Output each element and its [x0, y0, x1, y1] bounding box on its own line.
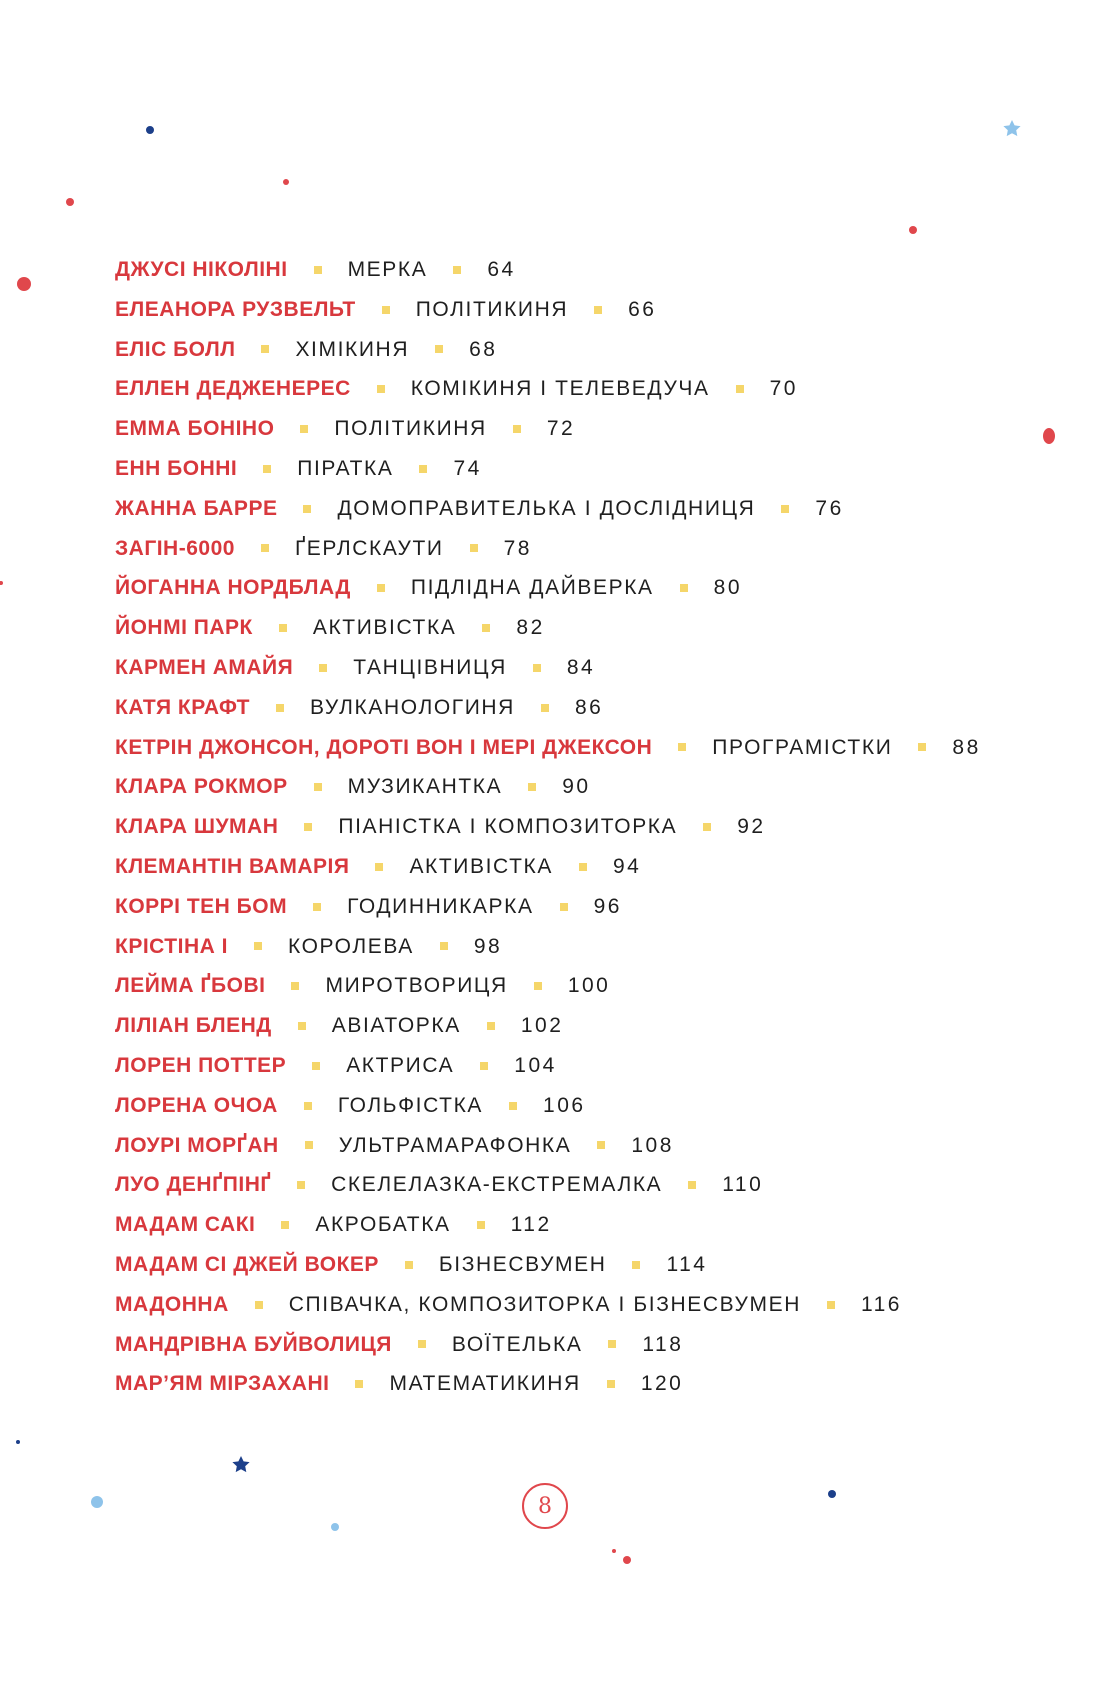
entry-name: ЕЛЕАНОРА РУЗВЕЛЬТ — [115, 297, 356, 321]
contents-entry[interactable] — [115, 1364, 981, 1404]
entry-name: КАРМЕН АМАЙЯ — [115, 655, 294, 679]
entry-name: КАТЯ КРАФТ — [115, 695, 250, 719]
separator-square — [419, 465, 427, 473]
entry-role: АКТРИСА — [346, 1053, 455, 1077]
entry-role: ПІДЛІДНА ДАЙВЕРКА — [410, 576, 654, 600]
entry-role: ГОЛЬФІСТКА — [337, 1093, 484, 1117]
entry-page: 116 — [860, 1292, 902, 1316]
entry-name: ЗАГІН-6000 — [115, 536, 235, 560]
separator-square — [305, 1141, 313, 1149]
contents-entry[interactable] — [115, 1325, 981, 1365]
entry-role: АВІАТОРКА — [331, 1014, 461, 1038]
confetti-dot — [1043, 428, 1055, 444]
separator-square — [827, 1301, 835, 1309]
contents-entry[interactable] — [115, 728, 981, 768]
separator-square — [279, 624, 287, 632]
entry-name: КЛАРА ШУМАН — [115, 815, 279, 839]
confetti-dot — [612, 1549, 616, 1553]
entry-page: 78 — [503, 536, 532, 560]
entry-role: АКТИВІСТКА — [409, 854, 553, 878]
contents-entry[interactable] — [115, 966, 981, 1006]
entry-role: АКРОБАТКА — [315, 1213, 451, 1237]
separator-square — [291, 982, 299, 990]
entry-role: МИРОТВОРИЦЯ — [325, 974, 508, 998]
entry-name: МАДОННА — [115, 1292, 229, 1316]
separator-square — [261, 544, 269, 552]
separator-square — [313, 903, 321, 911]
contents-entry[interactable] — [115, 1046, 981, 1086]
contents-entry[interactable] — [115, 568, 981, 608]
entry-name: КЕТРІН ДЖОНСОН, ДОРОТІ ВОН І МЕРІ ДЖЕКСОН — [115, 735, 653, 759]
entry-role: ПРОГРАМІСТКИ — [712, 735, 893, 759]
contents-entry[interactable] — [115, 369, 981, 409]
separator-square — [678, 743, 686, 751]
confetti-dot — [91, 1496, 103, 1508]
contents-entry[interactable] — [115, 648, 981, 688]
confetti-dot — [909, 226, 917, 234]
separator-square — [440, 942, 448, 950]
separator-square — [470, 544, 478, 552]
star-icon — [1003, 120, 1020, 136]
entry-name: ЕНН БОННІ — [115, 456, 238, 480]
entry-role: СПІВАЧКА, КОМПОЗИТОРКА І БІЗНЕСВУМЕН — [288, 1292, 801, 1316]
confetti-dot — [146, 126, 154, 134]
contents-entry[interactable] — [115, 449, 981, 489]
contents-entry[interactable] — [115, 807, 981, 847]
separator-square — [261, 345, 269, 353]
entry-page: 90 — [562, 775, 591, 799]
entry-page: 110 — [722, 1173, 764, 1197]
separator-square — [300, 425, 308, 433]
contents-entry[interactable] — [115, 529, 981, 569]
confetti-dot — [623, 1556, 631, 1564]
contents-entry[interactable] — [115, 330, 981, 370]
entry-page: 64 — [487, 258, 516, 281]
entry-name: ЖАННА БАРРЕ — [115, 496, 278, 520]
entry-role: ПОЛІТИКИНЯ — [415, 297, 569, 321]
confetti-dot — [17, 277, 31, 291]
separator-square — [281, 1221, 289, 1229]
entry-role: ПОЛІТИКИНЯ — [334, 417, 487, 441]
separator-square — [918, 743, 926, 751]
separator-square — [418, 1340, 426, 1348]
separator-square — [254, 942, 262, 950]
separator-square — [533, 664, 541, 672]
contents-entry[interactable] — [115, 1285, 981, 1325]
entry-name: ЕЛЛЕН ДЕДЖЕНЕРЕС — [115, 377, 351, 401]
separator-square — [688, 1181, 696, 1189]
entry-name: КОРРІ ТЕН БОМ — [115, 894, 288, 918]
separator-square — [480, 1062, 488, 1070]
entry-role: АКТИВІСТКА — [312, 616, 457, 640]
separator-square — [435, 345, 443, 353]
separator-square — [680, 584, 688, 592]
contents-entry[interactable] — [115, 767, 981, 807]
separator-square — [528, 783, 536, 791]
entry-role: ХІМІКИНЯ — [295, 337, 410, 361]
entry-name: МАНДРІВНА БУЙВОЛИЦЯ — [115, 1332, 392, 1356]
separator-square — [608, 1340, 616, 1348]
entry-name: МАДАМ САКІ — [115, 1213, 256, 1237]
entry-page: 120 — [640, 1372, 684, 1396]
entry-page: 88 — [952, 735, 981, 759]
entry-name: ЛЕЙМА ҐБОВІ — [115, 974, 266, 998]
contents-entry[interactable] — [115, 250, 981, 290]
contents-entry[interactable] — [115, 1165, 981, 1205]
separator-square — [597, 1141, 605, 1149]
entry-role: МАТЕМАТИКИНЯ — [389, 1372, 581, 1396]
entry-page: 72 — [546, 417, 576, 441]
entry-page: 104 — [514, 1053, 557, 1077]
entry-role: КОРОЛЕВА — [287, 934, 414, 958]
entry-role: ПІРАТКА — [297, 456, 394, 480]
contents-entry[interactable] — [115, 409, 981, 449]
entry-name: КРІСТІНА І — [115, 934, 228, 958]
separator-square — [355, 1380, 363, 1388]
entry-role: ҐЕРЛСКАУТИ — [294, 536, 444, 560]
confetti-dot — [828, 1490, 836, 1498]
entry-page: 70 — [769, 377, 798, 401]
separator-square — [304, 1102, 312, 1110]
separator-square — [297, 1181, 305, 1189]
entry-name: ЛОУРІ МОРҐАН — [115, 1133, 279, 1157]
entry-name: КЛЕМАНТІН ВАМАРІЯ — [115, 854, 350, 878]
contents-entry[interactable] — [115, 1086, 981, 1126]
separator-square — [509, 1102, 517, 1110]
separator-square — [319, 664, 327, 672]
entry-role: ДОМОПРАВИТЕЛЬКА І ДОСЛІДНИЦЯ — [337, 496, 756, 520]
contents-entry[interactable] — [115, 688, 981, 728]
separator-square — [276, 704, 284, 712]
separator-square — [541, 704, 549, 712]
separator-square — [560, 903, 568, 911]
entry-page: 108 — [631, 1133, 674, 1157]
entry-page: 76 — [815, 496, 844, 520]
entry-role: СКЕЛЕЛАЗКА-ЕКСТРЕМАЛКА — [331, 1173, 663, 1197]
entry-page: 96 — [593, 894, 622, 918]
contents-entry[interactable] — [115, 927, 981, 967]
entry-name: ЛОРЕНА ОЧОА — [115, 1093, 278, 1117]
separator-square — [513, 425, 521, 433]
separator-square — [298, 1022, 306, 1030]
entry-name: ЛОРЕН ПОТТЕР — [115, 1053, 287, 1077]
star-icon — [232, 1456, 249, 1472]
separator-square — [304, 823, 312, 831]
entry-page: 68 — [469, 337, 498, 361]
separator-square — [314, 783, 322, 791]
page-number: 8 — [538, 1493, 552, 1519]
contents-entry[interactable] — [115, 290, 981, 330]
confetti-dot — [66, 198, 74, 206]
contents-list — [115, 250, 981, 1404]
entry-page: 102 — [520, 1014, 564, 1038]
contents-entry[interactable] — [115, 1245, 981, 1285]
separator-square — [312, 1062, 320, 1070]
entry-page: 100 — [567, 974, 611, 998]
separator-square — [375, 863, 383, 871]
separator-square — [736, 385, 744, 393]
page-number-badge — [522, 1483, 568, 1529]
separator-square — [377, 584, 385, 592]
separator-square — [453, 266, 461, 274]
entry-page: 84 — [566, 655, 596, 679]
entry-page: 112 — [510, 1213, 552, 1237]
entry-role: ГОДИННИКАРКА — [347, 894, 534, 918]
confetti-dot — [0, 581, 3, 585]
entry-role: КОМІКИНЯ І ТЕЛЕВЕДУЧА — [410, 377, 710, 401]
entry-page: 106 — [543, 1093, 586, 1117]
contents-entry[interactable] — [115, 1205, 981, 1245]
confetti-dot — [16, 1440, 20, 1444]
entry-role: ТАНЦІВНИЦЯ — [353, 655, 507, 679]
entry-page: 86 — [574, 695, 604, 719]
entry-page: 80 — [713, 576, 743, 600]
entry-role: УЛЬТРАМАРАФОНКА — [338, 1133, 572, 1157]
entry-page: 74 — [453, 456, 482, 480]
entry-name: ЙОНМІ ПАРК — [115, 616, 253, 640]
entry-page: 82 — [516, 616, 545, 640]
separator-square — [482, 624, 490, 632]
contents-entry[interactable] — [115, 1006, 981, 1046]
separator-square — [382, 306, 390, 314]
entry-role: ВУЛКАНОЛОГИНЯ — [310, 695, 515, 719]
separator-square — [314, 266, 322, 274]
contents-entry[interactable] — [115, 887, 981, 927]
separator-square — [303, 505, 311, 513]
entry-page: 118 — [642, 1332, 684, 1356]
separator-square — [632, 1261, 640, 1269]
separator-square — [607, 1380, 615, 1388]
confetti-dot — [283, 179, 289, 185]
entry-page: 94 — [612, 854, 642, 878]
separator-square — [594, 306, 602, 314]
separator-square — [377, 385, 385, 393]
entry-name: ЕММА БОНІНО — [115, 417, 275, 441]
entry-name: ЛІЛІАН БЛЕНД — [115, 1014, 272, 1038]
entry-name: ЕЛІС БОЛЛ — [115, 337, 236, 361]
entry-page: 98 — [473, 934, 503, 958]
separator-square — [255, 1301, 263, 1309]
contents-entry[interactable] — [115, 608, 981, 648]
entry-name: МАР’ЯМ МІРЗАХАНІ — [115, 1372, 330, 1396]
entry-role: ПІАНІСТКА І КОМПОЗИТОРКА — [338, 815, 678, 839]
entry-page: 114 — [666, 1252, 708, 1276]
separator-square — [781, 505, 789, 513]
contents-entry[interactable] — [115, 847, 981, 887]
separator-square — [405, 1261, 413, 1269]
separator-square — [703, 823, 711, 831]
separator-square — [263, 465, 271, 473]
entry-name: ЙОГАННА НОРДБЛАД — [115, 576, 351, 600]
confetti-dot — [331, 1523, 339, 1531]
entry-page: 92 — [737, 815, 766, 839]
entry-role: МЕРКА — [347, 258, 428, 281]
contents-entry[interactable] — [115, 489, 981, 529]
separator-square — [579, 863, 587, 871]
entry-role: МУЗИКАНТКА — [347, 775, 503, 799]
entry-role: БІЗНЕСВУМЕН — [438, 1252, 607, 1276]
entry-name: КЛАРА РОКМОР — [115, 775, 288, 799]
entry-name: ДЖУСІ НІКОЛІНІ — [115, 258, 288, 281]
entry-page: 66 — [628, 297, 657, 321]
entry-name: ЛУО ДЕНҐПІНҐ — [115, 1173, 272, 1197]
separator-square — [477, 1221, 485, 1229]
entry-name: МАДАМ СІ ДЖЕЙ ВОКЕР — [115, 1252, 379, 1276]
separator-square — [487, 1022, 495, 1030]
separator-square — [534, 982, 542, 990]
entry-role: ВОЇТЕЛЬКА — [451, 1332, 583, 1356]
contents-entry[interactable] — [115, 1126, 981, 1166]
